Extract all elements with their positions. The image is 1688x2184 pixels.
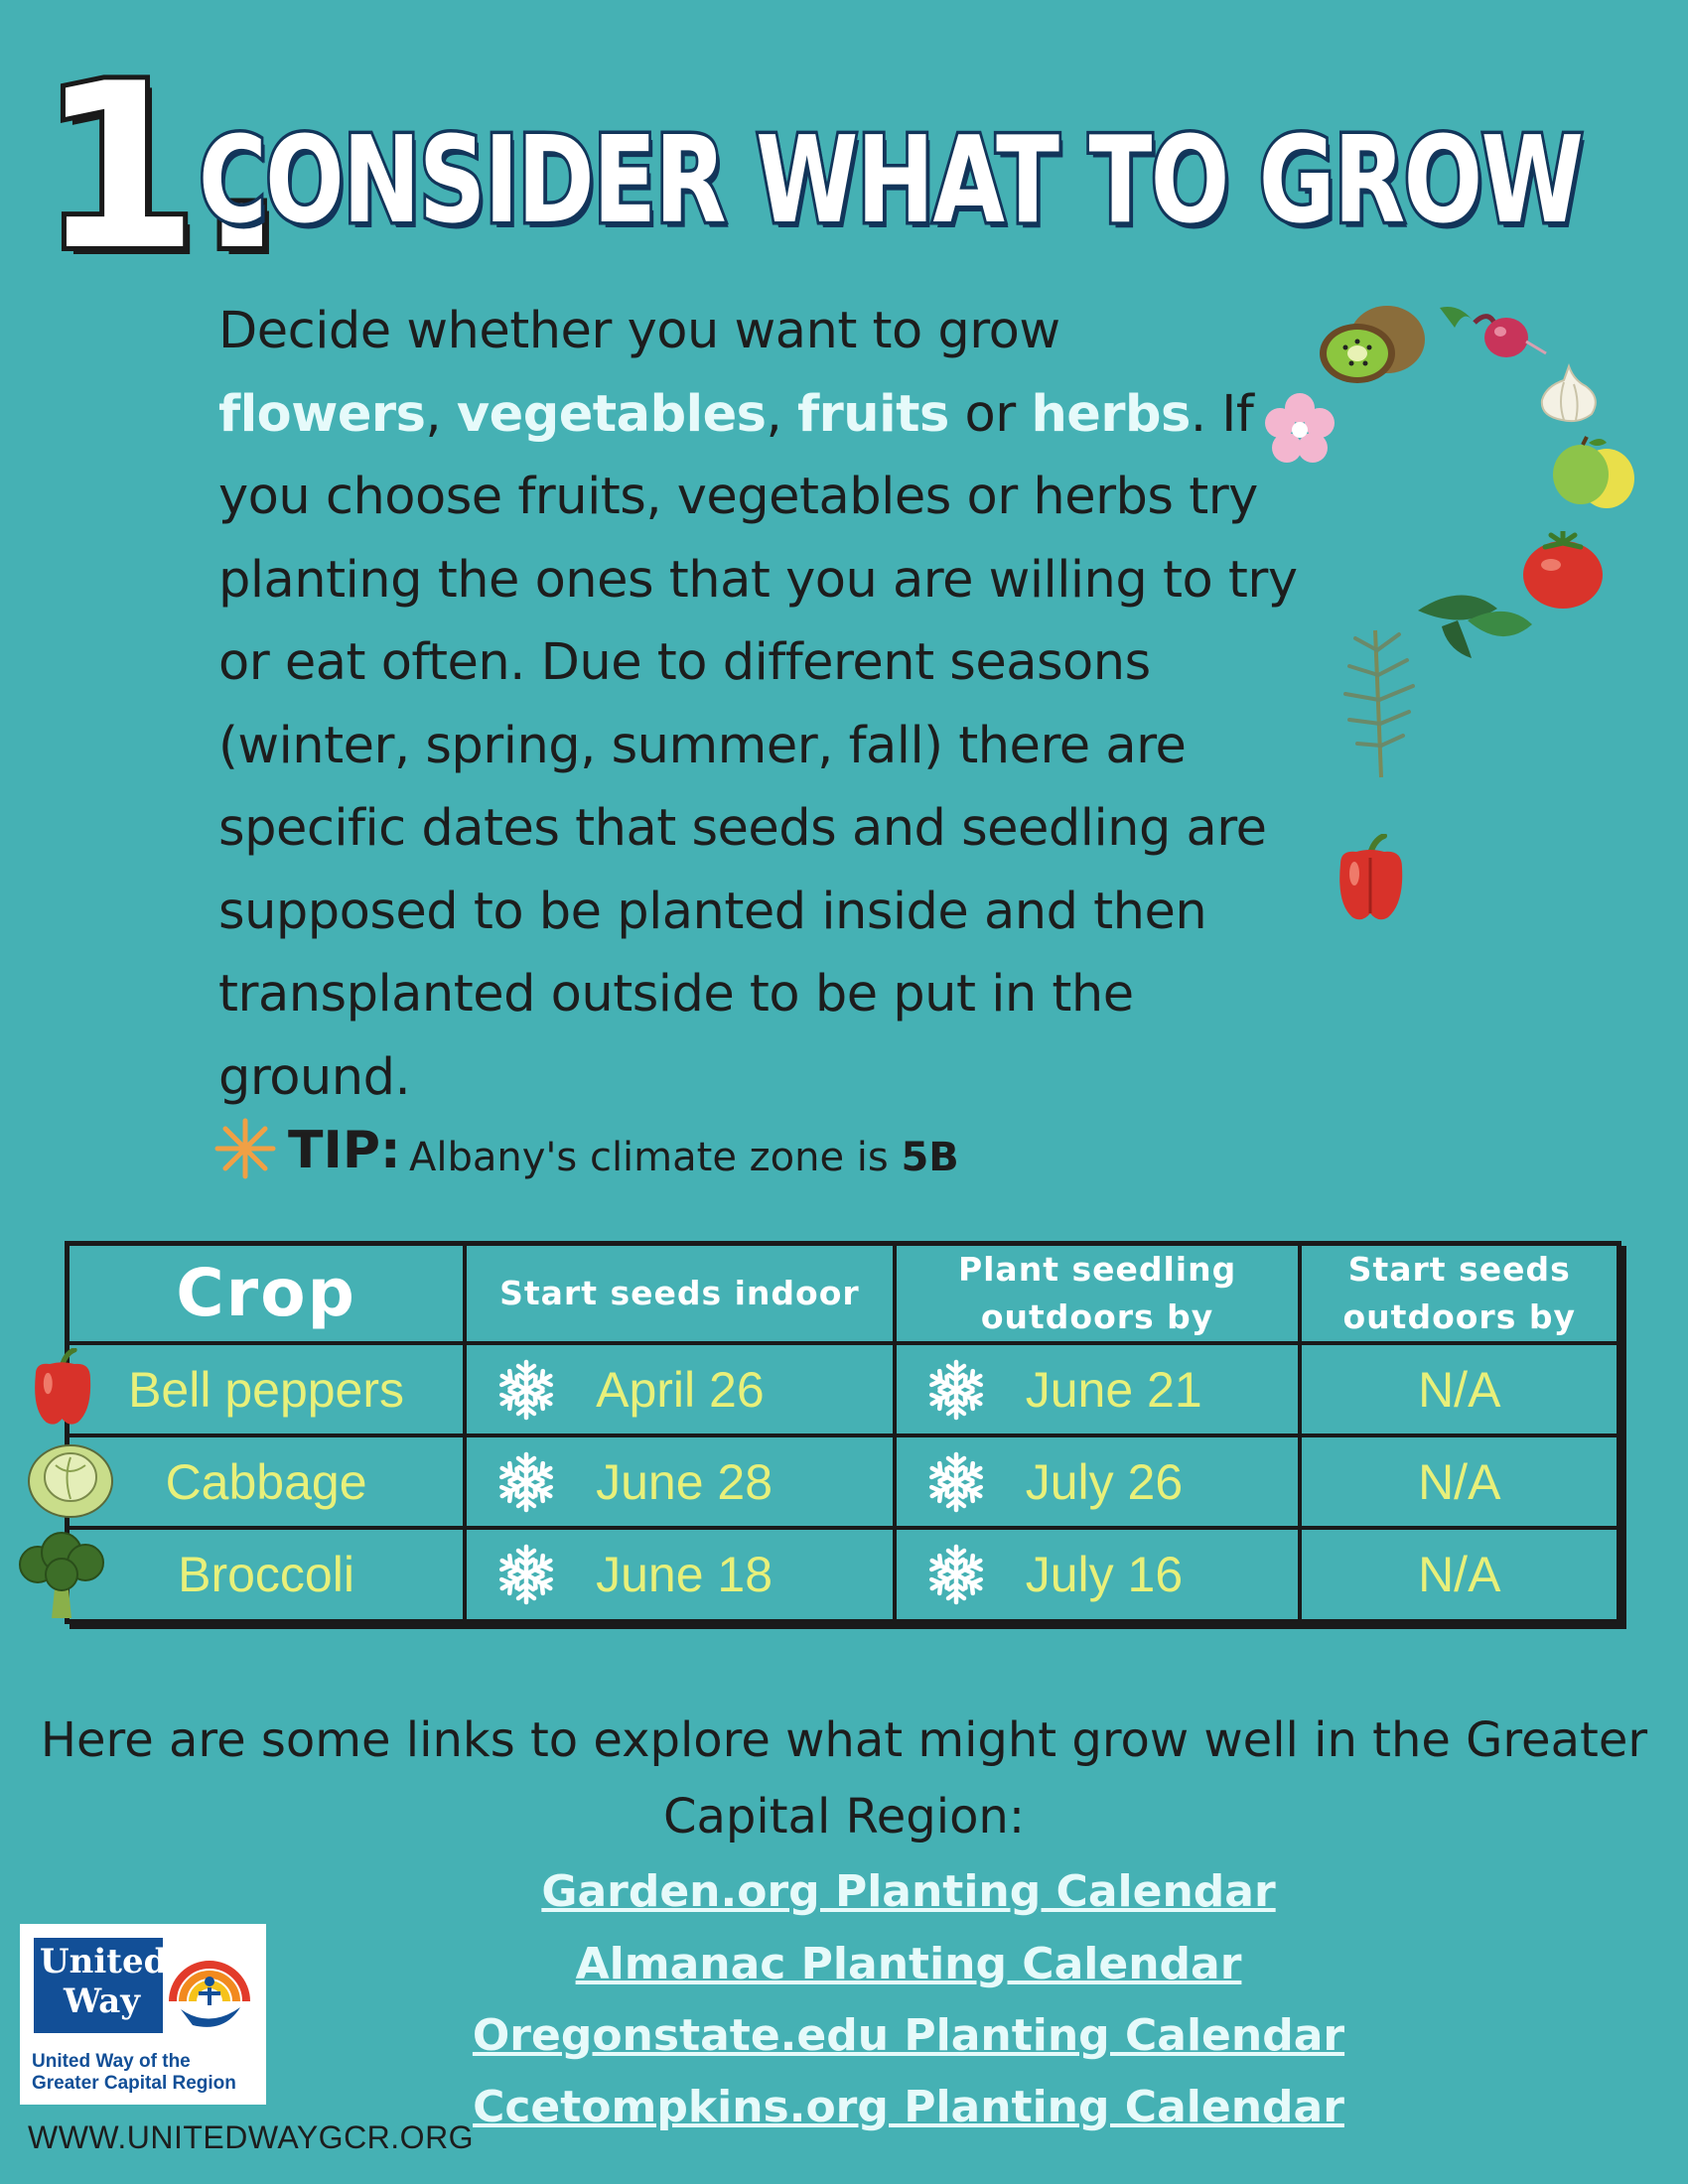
intro-comma: , <box>425 384 457 444</box>
tip-label: TIP: <box>288 1121 401 1180</box>
keyword-fruits: fruits <box>796 384 949 444</box>
united-way-logo <box>20 1924 266 2105</box>
link-almanac[interactable]: Almanac Planting Calendar <box>575 1939 1242 1989</box>
kiwi-icon <box>1316 298 1430 397</box>
crop-cell <box>68 1343 466 1435</box>
bell-pepper-icon <box>25 1348 99 1428</box>
header-line: Plant seedling <box>957 1250 1237 1289</box>
intro-lead: Decide whether you want to grow <box>218 302 1060 360</box>
tip-text <box>409 1135 959 1180</box>
planting-table <box>65 1241 1621 1618</box>
seedling-date: June 21 <box>1025 1361 1202 1418</box>
basil-icon <box>1408 581 1537 660</box>
logo-caption-line: Greater Capital Region <box>32 2073 236 2094</box>
table-row <box>68 1435 1619 1528</box>
intro-or: or <box>948 384 1032 444</box>
snowflake-icon <box>924 1358 988 1422</box>
crop-name: Bell peppers <box>128 1361 405 1418</box>
header-crop: Crop <box>68 1244 466 1344</box>
cabbage-icon <box>26 1437 115 1519</box>
outdoor-cell <box>1300 1343 1618 1435</box>
indoor-cell <box>465 1435 895 1528</box>
header-line: outdoors by <box>1342 1297 1576 1336</box>
logo-united: United <box>40 1942 168 1981</box>
indoor-date: June 18 <box>596 1546 774 1602</box>
keyword-vegetables: vegetables <box>456 384 767 444</box>
radish-icon <box>1435 298 1549 367</box>
crop-cell <box>68 1435 466 1528</box>
outdoor-date: N/A <box>1418 1453 1501 1510</box>
snowflake-icon <box>924 1450 988 1514</box>
header-plant-seedling <box>895 1244 1301 1344</box>
indoor-cell <box>465 1528 895 1621</box>
bell-pepper-icon <box>1331 834 1410 923</box>
snowflake-icon <box>924 1543 988 1606</box>
logo-rainbow-icon <box>165 1938 254 2033</box>
link-garden-org[interactable]: Garden.org Planting Calendar <box>541 1866 1276 1917</box>
links-intro: Here are some links to explore what might grow well in the Greater Capital Region: <box>40 1712 1648 1844</box>
table-row <box>68 1528 1619 1621</box>
snowflake-icon <box>494 1358 558 1422</box>
page-title: CONSIDER WHAT TO GROW <box>199 112 1583 250</box>
section-number: 1. <box>40 36 286 301</box>
seedling-cell <box>895 1528 1301 1621</box>
logo-mark <box>34 1938 168 2033</box>
link-oregonstate[interactable]: Oregonstate.edu Planting Calendar <box>472 2010 1345 2061</box>
header-start-outdoors <box>1300 1244 1618 1344</box>
crop-name: Cabbage <box>165 1453 367 1510</box>
logo-caption-line: United Way of the <box>32 2051 191 2072</box>
indoor-cell <box>465 1343 895 1435</box>
intro-comma: , <box>766 384 797 444</box>
keyword-herbs: herbs <box>1031 384 1191 444</box>
garlic-icon <box>1534 362 1604 427</box>
crop-name: Broccoli <box>178 1546 354 1602</box>
indoor-date: April 26 <box>596 1361 765 1418</box>
broccoli-icon <box>16 1529 110 1620</box>
keyword-flowers: flowers <box>218 384 426 444</box>
table-header-row <box>68 1244 1619 1344</box>
outdoor-cell <box>1300 1528 1618 1621</box>
intro-body: . If you choose fruits, vegetables or herbs try planting the ones that you are willing to try or eat often. Due to different seasons (winter, spring, summer, fall) there are specific dates that seeds and seedling are supposed to be planted inside and then transplanted outside to be put in the ground. <box>218 384 1298 1107</box>
snowflake-icon <box>494 1543 558 1606</box>
seedling-cell <box>895 1343 1301 1435</box>
header-line: Start seeds <box>1347 1250 1571 1289</box>
outdoor-date: N/A <box>1418 1361 1501 1418</box>
flower-icon <box>1263 392 1337 467</box>
snowflake-icon <box>494 1450 558 1514</box>
table-row <box>68 1343 1619 1435</box>
apple-icon <box>1549 435 1638 514</box>
logo-caption <box>32 2051 236 2095</box>
website-url: WWW.UNITEDWAYGCR.ORG <box>28 2119 475 2155</box>
seedling-date: July 26 <box>1025 1453 1184 1510</box>
rosemary-icon <box>1336 620 1425 779</box>
outdoor-date: N/A <box>1418 1546 1501 1602</box>
tip-sentence: Albany's climate zone is <box>409 1135 902 1180</box>
seedling-cell <box>895 1435 1301 1528</box>
indoor-date: June 28 <box>596 1453 774 1510</box>
intro-paragraph <box>218 290 1301 1119</box>
header-start-indoor: Start seeds indoor <box>465 1244 895 1344</box>
link-ccetompkins[interactable]: Ccetompkins.org Planting Calendar <box>473 2082 1344 2132</box>
outdoor-cell <box>1300 1435 1618 1528</box>
asterisk-icon <box>213 1117 277 1180</box>
header-line: outdoors by <box>980 1297 1214 1336</box>
logo-way: Way <box>64 1981 141 2021</box>
climate-zone: 5B <box>901 1135 959 1180</box>
crop-cell <box>68 1528 466 1621</box>
seedling-date: July 16 <box>1025 1546 1184 1602</box>
